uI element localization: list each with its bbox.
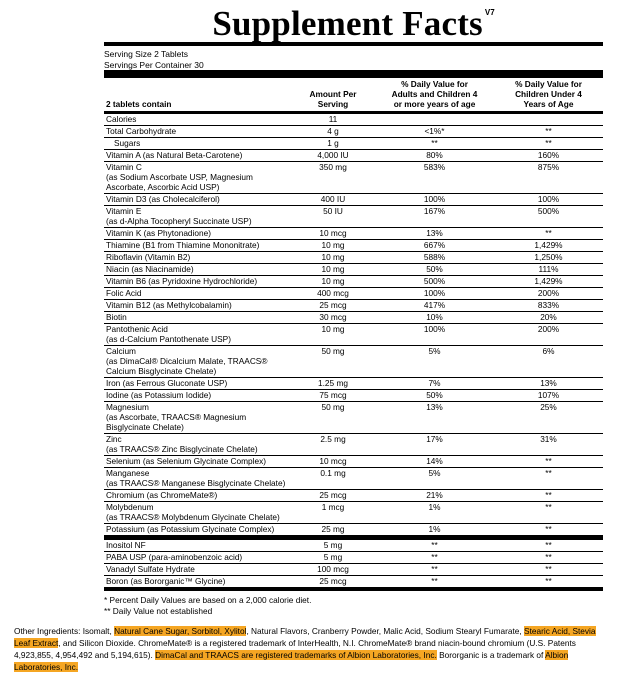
table-row xyxy=(104,575,603,589)
nutrient-dv-adult: 13% xyxy=(375,401,494,433)
nutrient-dv-child: 160% xyxy=(494,149,603,161)
table-row xyxy=(104,489,603,501)
nutrient-dv-child: 875% xyxy=(494,161,603,193)
table-row xyxy=(104,467,603,489)
nutrient-dv-child: 1,250% xyxy=(494,251,603,263)
nutrient-dv-adult: 667% xyxy=(375,239,494,251)
table-row xyxy=(104,113,603,125)
nutrient-dv-child: 13% xyxy=(494,377,603,389)
nutrient-dv-adult: ** xyxy=(375,137,494,149)
nutrient-dv-child: 500% xyxy=(494,205,603,227)
nutrient-dv-child: 200% xyxy=(494,287,603,299)
nutrient-name: Vitamin D3 (as Cholecalciferol) xyxy=(104,193,291,205)
nutrient-dv-adult xyxy=(375,113,494,125)
nutrient-dv-child: ** xyxy=(494,489,603,501)
nutrient-dv-child: ** xyxy=(494,137,603,149)
title-version-superscript: V7 xyxy=(484,8,495,17)
table-row xyxy=(104,193,603,205)
col-header-dv-child: % Daily Value for Children Under 4 Years of Age xyxy=(515,78,582,109)
nutrient-dv-child: ** xyxy=(494,523,603,537)
table-header-row xyxy=(104,76,603,112)
servings-per-container: Servings Per Container 30 xyxy=(104,59,204,70)
nutrient-name: Chromium (as ChromeMate®) xyxy=(104,489,291,501)
nutrient-dv-adult: 100% xyxy=(375,193,494,205)
other-ingredients-mid-3: Bororganic is a trademark of xyxy=(436,650,546,661)
table-row xyxy=(104,287,603,299)
table-row xyxy=(104,263,603,275)
table-row xyxy=(104,501,603,523)
nutrient-dv-child: 1,429% xyxy=(494,239,603,251)
table-row xyxy=(104,345,603,377)
nutrient-name: Vitamin A (as Natural Beta-Carotene) xyxy=(104,149,291,161)
other-ingredients-highlight-2: Stearic Acid, Stevia Leaf Extract xyxy=(14,626,596,649)
nutrient-name: Calories xyxy=(104,113,291,125)
other-ingredients xyxy=(14,625,603,673)
nutrient-dv-child: 6% xyxy=(494,345,603,377)
table-row xyxy=(104,227,603,239)
nutrient-name: Riboflavin (Vitamin B2) xyxy=(104,251,291,263)
nutrient-amount: 10 mg xyxy=(291,239,375,251)
nutrient-name: Magnesium (as Ascorbate, TRAACS® Magnesium Bisglycinate Chelate) xyxy=(104,401,291,433)
serving-size: Serving Size 2 Tablets xyxy=(104,49,188,59)
nutrient-amount: 10 mcg xyxy=(291,227,375,239)
nutrient-dv-child xyxy=(494,113,603,125)
nutrient-dv-child: ** xyxy=(494,467,603,489)
table-row xyxy=(104,455,603,467)
nutrient-name: Vitamin E (as d-Alpha Tocopheryl Succinate USP) xyxy=(104,205,291,227)
nutrient-amount: 10 mcg xyxy=(291,455,375,467)
nutrient-name: Vanadyl Sulfate Hydrate xyxy=(104,563,291,575)
table-row xyxy=(104,137,603,149)
nutrient-dv-child: 100% xyxy=(494,193,603,205)
nutrition-table-body xyxy=(104,72,603,591)
nutrient-amount: 4,000 IU xyxy=(291,149,375,161)
nutrient-dv-child: ** xyxy=(494,563,603,575)
nutrient-name: Total Carbohydrate xyxy=(104,125,291,137)
nutrient-name: Biotin xyxy=(104,311,291,323)
nutrient-name: Boron (as Bororganic™ Glycine) xyxy=(104,575,291,589)
table-row xyxy=(104,389,603,401)
table-row xyxy=(104,523,603,537)
nutrient-dv-child: 111% xyxy=(494,263,603,275)
other-ingredients-mid-1: , Natural Flavors, Cranberry Powder, Malic Acid, Sodium Stearyl Fumarate, xyxy=(246,626,525,637)
nutrient-dv-adult: ** xyxy=(375,539,494,551)
nutrient-amount: 350 mg xyxy=(291,161,375,193)
nutrient-name: Calcium (as DimaCal® Dicalcium Malate, TRAACS® Calcium Bisglycinate Chelate) xyxy=(104,345,291,377)
other-ingredients-highlight-4: Albion Laboratories, Inc. xyxy=(14,650,569,673)
nutrient-amount: 100 mcg xyxy=(291,563,375,575)
nutrient-dv-child: 107% xyxy=(494,389,603,401)
nutrient-dv-child: ** xyxy=(494,125,603,137)
nutrient-name: Inositol NF xyxy=(104,539,291,551)
nutrient-name: Zinc (as TRAACS® Zinc Bisglycinate Chelate) xyxy=(104,433,291,455)
nutrient-dv-adult: 100% xyxy=(375,323,494,345)
nutrient-name: Molybdenum (as TRAACS® Molybdenum Glycinate Chelate) xyxy=(104,501,291,523)
nutrient-dv-child: 833% xyxy=(494,299,603,311)
nutrient-dv-adult: 50% xyxy=(375,389,494,401)
nutrient-name: Niacin (as Niacinamide) xyxy=(104,263,291,275)
table-row xyxy=(104,377,603,389)
nutrient-dv-adult: 100% xyxy=(375,287,494,299)
nutrient-dv-adult: 500% xyxy=(375,275,494,287)
col-header-name: 2 tablets contain xyxy=(106,98,172,109)
nutrient-amount: 400 mcg xyxy=(291,287,375,299)
nutrient-dv-adult: 13% xyxy=(375,227,494,239)
nutrient-amount: 11 xyxy=(291,113,375,125)
table-rule xyxy=(104,589,603,591)
nutrient-name: Selenium (as Selenium Glycinate Complex) xyxy=(104,455,291,467)
table-row xyxy=(104,311,603,323)
nutrient-dv-adult: ** xyxy=(375,563,494,575)
nutrient-dv-adult: 50% xyxy=(375,263,494,275)
nutrition-table xyxy=(104,70,603,591)
nutrient-amount: 0.1 mg xyxy=(291,467,375,489)
nutrient-dv-adult: 167% xyxy=(375,205,494,227)
nutrient-name: Folic Acid xyxy=(104,287,291,299)
nutrient-amount: 5 mg xyxy=(291,539,375,551)
nutrient-dv-child: ** xyxy=(494,575,603,589)
nutrient-dv-child: ** xyxy=(494,501,603,523)
table-row xyxy=(104,539,603,551)
footnote-1: * Percent Daily Values are based on a 2,000 calorie diet. xyxy=(104,594,312,605)
nutrient-name: Manganese (as TRAACS® Manganese Bisglycinate Chelate) xyxy=(104,467,291,489)
nutrient-dv-adult: ** xyxy=(375,551,494,563)
nutrient-amount: 10 mg xyxy=(291,275,375,287)
nutrient-amount: 10 mg xyxy=(291,263,375,275)
nutrient-dv-adult: 5% xyxy=(375,345,494,377)
nutrient-amount: 30 mcg xyxy=(291,311,375,323)
nutrient-amount: 1 mcg xyxy=(291,501,375,523)
nutrient-dv-adult: ** xyxy=(375,575,494,589)
nutrient-name: Sugars xyxy=(104,137,291,149)
nutrient-name: Iodine (as Potassium Iodide) xyxy=(104,389,291,401)
nutrient-amount: 50 mg xyxy=(291,401,375,433)
nutrient-dv-child: 20% xyxy=(494,311,603,323)
table-row xyxy=(104,125,603,137)
table-row xyxy=(104,161,603,193)
nutrient-name: Vitamin C (as Sodium Ascorbate USP, Magnesium Ascorbate, Ascorbic Acid USP) xyxy=(104,161,291,193)
table-row xyxy=(104,251,603,263)
nutrient-amount: 10 mg xyxy=(291,251,375,263)
table-row xyxy=(104,401,603,433)
nutrient-dv-adult: 5% xyxy=(375,467,494,489)
nutrient-dv-adult: 21% xyxy=(375,489,494,501)
nutrient-dv-adult: 17% xyxy=(375,433,494,455)
nutrient-dv-child: 200% xyxy=(494,323,603,345)
nutrient-amount: 50 mg xyxy=(291,345,375,377)
table-row xyxy=(104,205,603,227)
col-header-amount: Amount Per Serving xyxy=(309,88,357,109)
other-ingredients-highlight-1: Natural Cane Sugar, Sorbitol, Xylitol xyxy=(114,626,247,637)
nutrient-dv-adult: 80% xyxy=(375,149,494,161)
footnote-2: ** Daily Value not established xyxy=(104,605,213,616)
nutrient-amount: 10 mg xyxy=(291,323,375,345)
nutrient-dv-adult: 14% xyxy=(375,455,494,467)
other-ingredients-highlight-3: DimaCal and TRAACS are registered trademarks of Albion Laboratories, Inc. xyxy=(155,650,437,661)
footnotes xyxy=(104,595,603,617)
nutrient-dv-child: ** xyxy=(494,227,603,239)
table-row xyxy=(104,239,603,251)
nutrient-dv-child: 1,429% xyxy=(494,275,603,287)
nutrient-amount: 25 mcg xyxy=(291,299,375,311)
nutrient-dv-child: 31% xyxy=(494,433,603,455)
nutrient-dv-adult: 583% xyxy=(375,161,494,193)
nutrient-name: Potassium (as Potassium Glycinate Complex) xyxy=(104,523,291,537)
nutrient-dv-adult: 588% xyxy=(375,251,494,263)
nutrient-dv-adult: 417% xyxy=(375,299,494,311)
table-row xyxy=(104,433,603,455)
nutrient-dv-adult: 10% xyxy=(375,311,494,323)
nutrient-dv-adult: 1% xyxy=(375,501,494,523)
nutrient-dv-adult: 7% xyxy=(375,377,494,389)
nutrient-amount: 1 g xyxy=(291,137,375,149)
title-row xyxy=(104,6,603,46)
nutrient-amount: 75 mcg xyxy=(291,389,375,401)
nutrient-name: Thiamine (B1 from Thiamine Mononitrate) xyxy=(104,239,291,251)
other-ingredients-mid-2: , and Silicon Dioxide. ChromeMate® is a registered trademark of InterHealth, N.I. ChromeMate® brand niacin-bound chromium (U.S. Patents 4,923,855, 4,954,492 and 5,194,615). xyxy=(14,638,576,661)
col-header-dv-adult: % Daily Value for Adults and Children 4 or more years of age xyxy=(391,78,478,109)
nutrient-dv-adult: 1% xyxy=(375,523,494,537)
nutrient-amount: 25 mg xyxy=(291,523,375,537)
nutrient-dv-child: ** xyxy=(494,551,603,563)
nutrient-amount: 25 mcg xyxy=(291,489,375,501)
nutrient-dv-child: ** xyxy=(494,455,603,467)
nutrient-name: Vitamin K (as Phytonadione) xyxy=(104,227,291,239)
serving-info xyxy=(104,49,603,70)
nutrient-amount: 400 IU xyxy=(291,193,375,205)
nutrient-name: Iron (as Ferrous Gluconate USP) xyxy=(104,377,291,389)
nutrient-amount: 4 g xyxy=(291,125,375,137)
nutrient-name: Vitamin B6 (as Pyridoxine Hydrochloride) xyxy=(104,275,291,287)
table-row xyxy=(104,563,603,575)
nutrient-name: Vitamin B12 (as Methylcobalamin) xyxy=(104,299,291,311)
nutrient-amount: 2.5 mg xyxy=(291,433,375,455)
nutrient-dv-adult: <1%* xyxy=(375,125,494,137)
page-title: Supplement Facts xyxy=(212,4,483,43)
nutrient-name: Pantothenic Acid (as d-Calcium Pantothenate USP) xyxy=(104,323,291,345)
nutrient-amount: 25 mcg xyxy=(291,575,375,589)
table-row xyxy=(104,149,603,161)
nutrient-name: PABA USP (para-aminobenzoic acid) xyxy=(104,551,291,563)
other-ingredients-lead: Other Ingredients: Isomalt, xyxy=(14,626,115,637)
table-row xyxy=(104,551,603,563)
nutrient-amount: 5 mg xyxy=(291,551,375,563)
nutrient-amount: 1.25 mg xyxy=(291,377,375,389)
table-row xyxy=(104,275,603,287)
nutrient-dv-child: ** xyxy=(494,539,603,551)
nutrient-dv-child: 25% xyxy=(494,401,603,433)
nutrient-amount: 50 IU xyxy=(291,205,375,227)
table-row xyxy=(104,299,603,311)
table-row xyxy=(104,323,603,345)
